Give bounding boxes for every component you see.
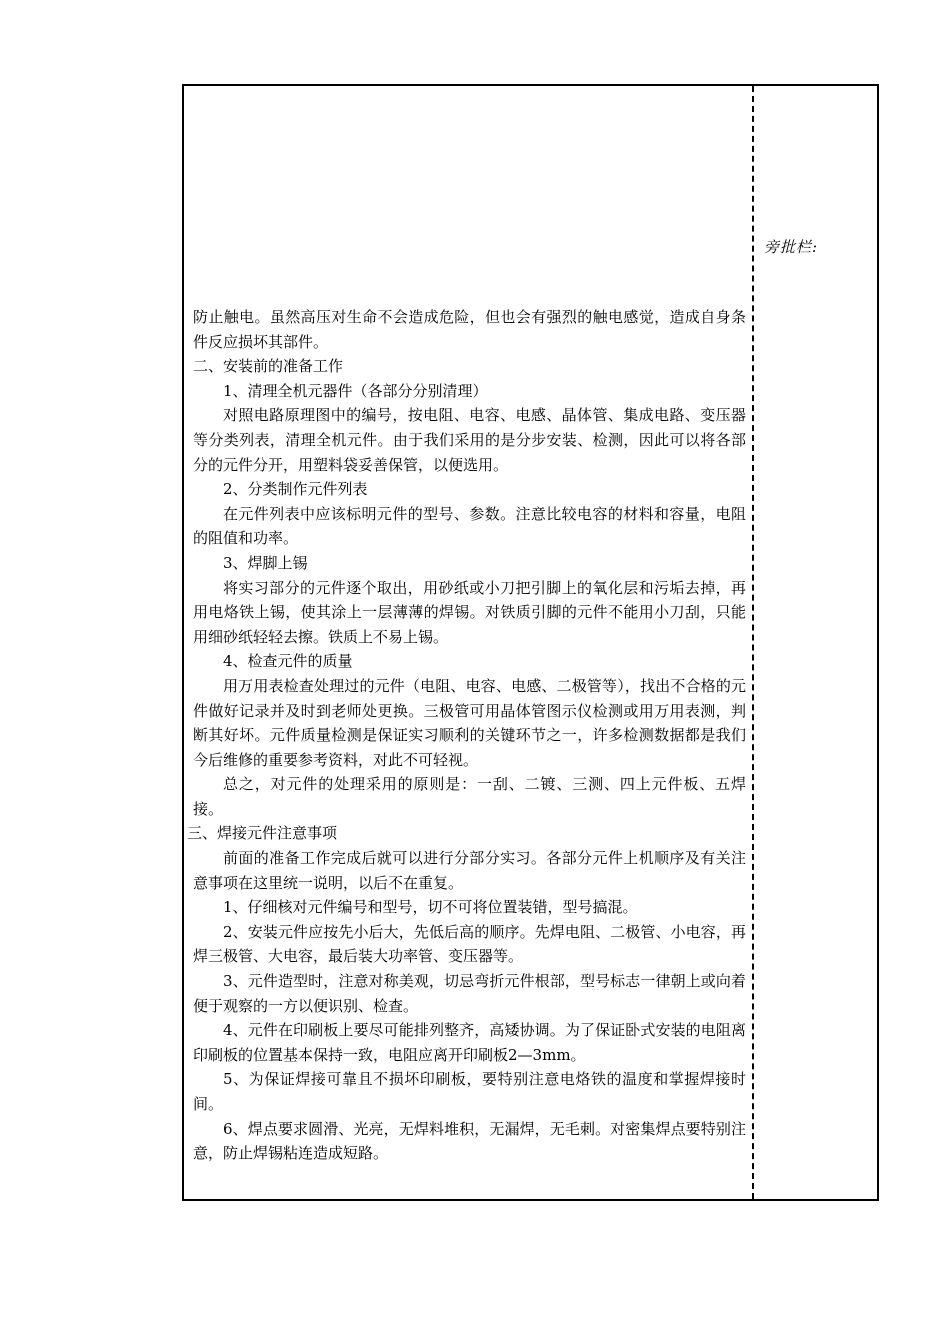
paragraph: 对照电路原理图中的编号，按电阻、电容、电感、晶体管、集成电路、变压器等分类列表，清理全机元件。由于我们采用的是分步安装、检测，因此可以将各部分的元件分开，用塑料袋妥善保管，以便选用。 [193,406,746,474]
list-item: 5、为保证焊接可靠且不损坏印刷板，要特别注意电烙铁的温度和掌握焊接时间。 [193,1070,746,1113]
list-item: 1、仔细核对元件编号和型号，切不可将位置装错，型号搞混。 [223,898,638,917]
paragraph: 将实习部分的元件逐个取出，用砂纸或小刀把引脚上的氧化层和污垢去掉，再用电烙铁上锡，使其涂上一层薄薄的焊锡。对铁质引脚的元件不能用小刀刮，只能用细砂纸轻轻去擦。铁质上不易上锡。 [193,578,746,646]
subsection-heading: 2、分类制作元件列表 [223,480,368,499]
paragraph: 在元件列表中应该标明元件的型号、参数。注意比较电容的材料和容量，电阻的阻值和功率。 [193,504,746,548]
margin-notes-label: 旁批栏: [764,238,819,256]
section-heading: 三、焊接元件注意事项 [187,824,338,843]
margin-column-divider [752,86,754,1199]
list-item: 2、安装元件应按先小后大，先低后高的顺序。先焊电阻、二极管、小电容，再焊三极管、大电容，最后装大功率管、变压器等。 [193,922,746,966]
section-heading: 二、安装前的准备工作 [193,357,344,376]
paragraph-continuation: 防止触电。虽然高压对生命不会造成危险，但也会有强烈的触电感觉，造成自身条件反应损坏其部件。 [193,308,746,351]
list-item: 6、焊点要求圆滑、光亮，无焊料堆积，无漏焊，无毛刺。对密集焊点要特别注意，防止焊锡粘连造成短路。 [193,1119,746,1163]
subsection-heading: 4、检查元件的质量 [223,652,353,671]
document-body [187,305,746,1166]
list-item: 4、元件在印刷板上要尽可能排列整齐，高矮协调。为了保证卧式安装的电阻离印刷板的位置基本保持一致，电阻应离开印刷板2—3mm。 [193,1021,746,1064]
subsection-heading: 3、焊脚上锡 [223,553,308,572]
subsection-heading: 1、清理全机元器件（各部分分别清理） [223,381,488,400]
paragraph: 总之，对元件的处理采用的原则是：一刮、二镀、三测、四上元件板、五焊接。 [193,775,746,818]
paragraph: 前面的准备工作完成后就可以进行分部分实习。各部分元件上机顺序及有关注意事项在这里统一说明，以后不在重复。 [193,849,746,892]
list-item: 3、元件造型时，注意对称美观，切忌弯折元件根部，型号标志一律朝上或向着便于观察的一方以便识别、检查。 [193,972,746,1015]
paragraph: 用万用表检查处理过的元件（电阻、电容、电感、二极管等），找出不合格的元件做好记录并及时到老师处更换。三极管可用晶体管图示仪检测或用万用表测，判断其好坏。元件质量检测是保证实习顺利的关键环节之一，许多检测数据都是我们今后维修的重要参考资料，对此不可轻视。 [193,676,746,769]
